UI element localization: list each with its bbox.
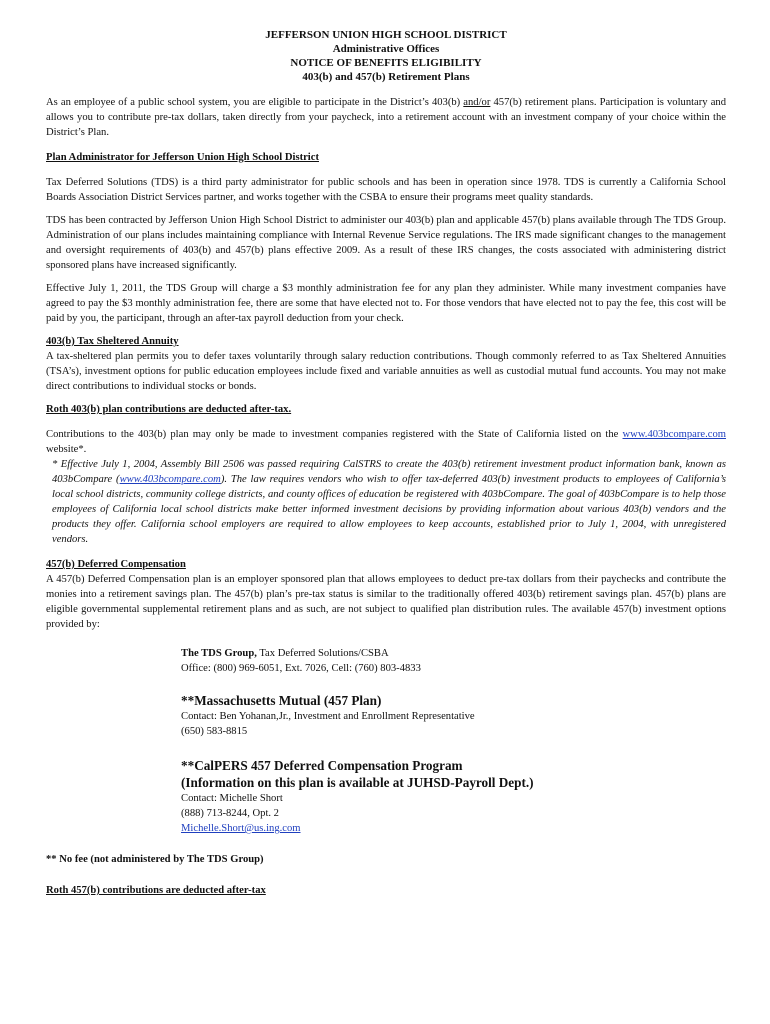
intro-text-2: 457(b) retirement plans. Participation is voluntary and allows you to contribute pre-tax dollars, taken directly from your paycheck, into a retirement account with an investment company of your choice within the District’s Plan. bbox=[46, 97, 726, 138]
district-name: JEFFERSON UNION HIGH SCHOOL DISTRICT bbox=[265, 29, 507, 41]
tds-line bbox=[181, 646, 726, 661]
plan-admin-paragraph-3: Effective July 1, 2011, the TDS Group will charge a $3 monthly administration fee for any plan they administer. While many investment companies have agreed to pay the $3 monthly administration fee, there are some that have elected not to. For those vendors that have elected not to pay the fee, this cost will be paid by you, the participant, through an after-tax payroll deduction from your check. bbox=[46, 283, 726, 324]
tds-name: The TDS Group, bbox=[181, 648, 257, 659]
roth403-text-end: website*. bbox=[46, 444, 87, 455]
calpers-subtitle: (Information on this plan is available at JUHSD-Payroll Dept.) bbox=[181, 775, 534, 790]
massmutual-contact: Contact: Ben Yohanan,Jr., Investment and Enrollment Representative bbox=[181, 711, 475, 722]
massmutual-title: **Massachusetts Mutual (457 Plan) bbox=[181, 693, 382, 708]
office-name: Administrative Offices bbox=[332, 43, 440, 55]
tds-desc: Tax Deferred Solutions/CSBA bbox=[256, 648, 389, 659]
intro-andor: and/or bbox=[463, 97, 491, 108]
massmutual-contact-block bbox=[181, 692, 726, 739]
plan-admin-paragraph-1: Tax Deferred Solutions (TDS) is a third party administrator for public schools and has been in operation since 1978. TDS is currently a California School Boards Association District Services partner, and works together with the CSBA to ensure their programs meet quality standards. bbox=[46, 177, 726, 203]
no-fee-note: ** No fee (not administered by The TDS Group) bbox=[46, 854, 264, 865]
plan-admin-paragraph-2: TDS has been contracted by Jefferson Union High School District to administer our 403(b) plan and applicable 457(b) plans available through The TDS Group. Administration of our plans includes maintaining compliance with Internal Revenue Service regulations. The IRS made significant changes to the management and oversight requirements of 403(b) and 457(b) plans effective 2009. As a result of these IRS changes, the costs associated with administering district sponsored plans have increased significantly. bbox=[46, 215, 726, 271]
calpers-contact: Contact: Michelle Short bbox=[181, 793, 283, 804]
tds-contact-block bbox=[181, 646, 726, 676]
notice-title: NOTICE OF BENEFITS ELIGIBILITY bbox=[290, 57, 482, 69]
tds-office: Office: (800) 969-6051, Ext. 7026, Cell: (760) 803-4833 bbox=[181, 663, 421, 674]
plans-title: 403(b) and 457(b) Retirement Plans bbox=[302, 71, 470, 83]
plan-admin-heading: Plan Administrator for Jefferson Union High School District bbox=[46, 152, 319, 163]
roth403-text-start: Contributions to the 403(b) plan may only be made to investment companies registered with the State of California listed on the bbox=[46, 429, 623, 440]
403bcompare-link[interactable]: www.403bcompare.com bbox=[622, 429, 726, 440]
ab2506-note bbox=[46, 457, 726, 547]
intro-text-1: As an employee of a public school system, you are eligible to participate in the District’s 403(b) bbox=[46, 97, 464, 108]
massmutual-phone: (650) 583-8815 bbox=[181, 726, 248, 737]
document-page bbox=[46, 28, 726, 898]
deferred-heading: 457(b) Deferred Compensation bbox=[46, 559, 186, 570]
note-text-start: * Effective July 1, 2004, Assembly Bill 2506 was passed requiring CalSTRS to create the 403(b) retirement investment product information bank, known as 403bCompare ( bbox=[52, 459, 726, 485]
calpers-title: **CalPERS 457 Deferred Compensation Program bbox=[181, 758, 463, 773]
document-header bbox=[46, 28, 726, 84]
intro-paragraph bbox=[46, 95, 726, 140]
roth403-heading: Roth 403(b) plan contributions are deducted after-tax. bbox=[46, 404, 292, 415]
tsa-heading: 403(b) Tax Sheltered Annuity bbox=[46, 336, 179, 347]
deferred-paragraph: A 457(b) Deferred Compensation plan is an employer sponsored plan that allows employees to deduct pre-tax dollars from their paychecks and contribute the monies into a retirement savings plan. The 457(b) plan’s pre-tax status is similar to the traditionally offered 403(b) retirement savings plan. 457(b) plans are eligible governmental supplemental retirement plans and as such, are not subject to qualified plan distribution rules. The available 457(b) investment options provided by: bbox=[46, 574, 726, 630]
tsa-paragraph: A tax-sheltered plan permits you to defer taxes voluntarily through salary reduction contributions. Though commonly referred to as Tax Sheltered Annuities (TSA’s), investment options for public education employees include fixed and variable annuities as well as custodial mutual fund accounts. You may not make direct contributions to individual stocks or bonds. bbox=[46, 351, 726, 392]
note-text-end: ). The law requires vendors who wish to offer tax-deferred 403(b) investment products to employees of California’s local school districts, community college districts, and county offices of education be registered with 403bCompare. The goal of 403bCompare is to help those employees of California local school districts make better informed investment decisions by providing information about various 403(b) vendors and the products they offer. California school employers are required to allow employees to keep accounts, established prior to July 1, 2004, with unregistered vendors. bbox=[52, 474, 726, 545]
calpers-email-link[interactable]: Michelle.Short@us.ing.com bbox=[181, 823, 301, 834]
calpers-phone: (888) 713-8244, Opt. 2 bbox=[181, 808, 279, 819]
calpers-contact-block bbox=[181, 757, 726, 836]
roth457-heading: Roth 457(b) contributions are deducted after-tax bbox=[46, 885, 266, 896]
roth403-paragraph bbox=[46, 427, 726, 457]
403bcompare-note-link[interactable]: www.403bcompare.com bbox=[119, 474, 221, 485]
